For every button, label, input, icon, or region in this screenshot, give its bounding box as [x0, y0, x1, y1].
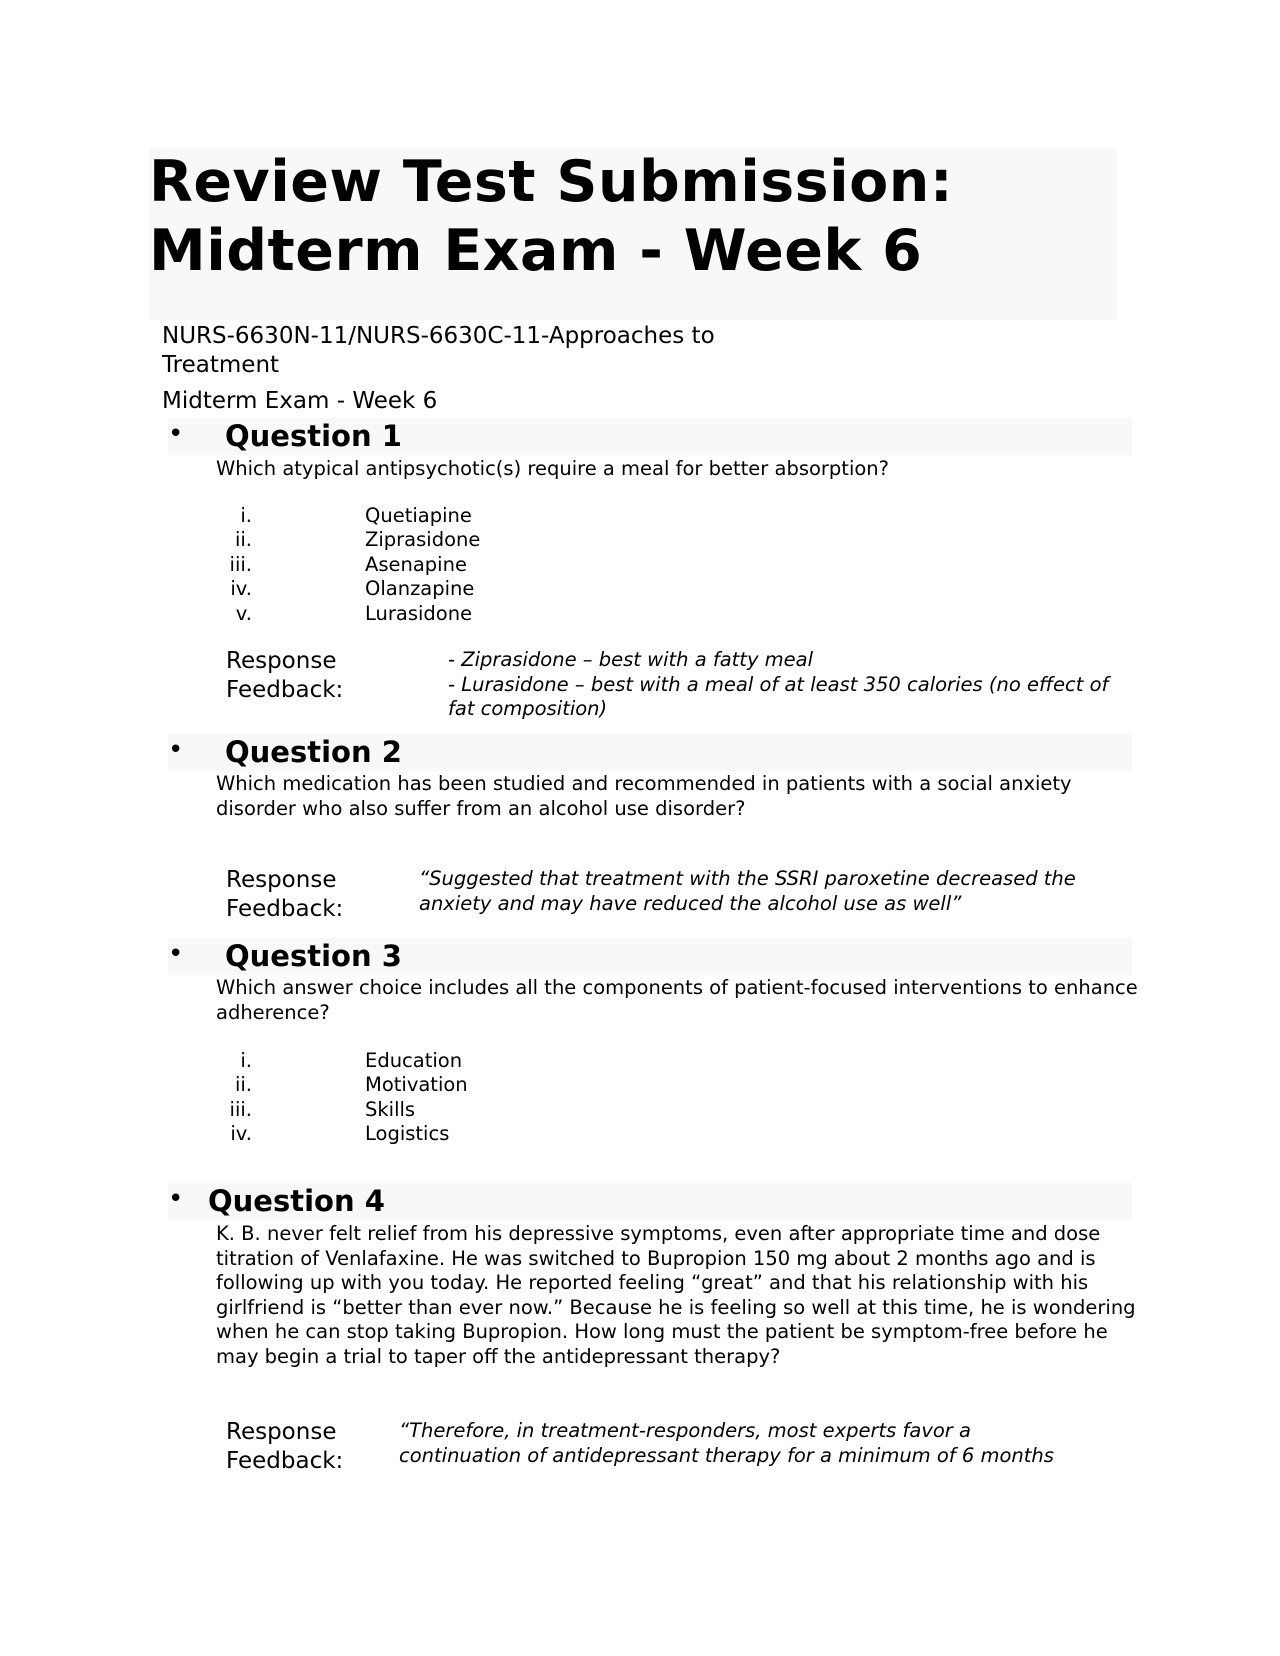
option-item: [216, 553, 616, 577]
option-label: Asenapine: [365, 552, 467, 576]
feedback-line: - Ziprasidone – best with a fatty meal: [448, 648, 814, 671]
option-item: [216, 1049, 616, 1073]
bullet-icon: •: [168, 419, 184, 449]
question-3-header: [168, 938, 1132, 975]
question-3-title: Question 3: [225, 939, 402, 973]
option-number: iii.: [229, 552, 252, 576]
question-1-title: Question 1: [225, 419, 402, 453]
option-number: ii.: [234, 1073, 252, 1097]
option-number: v.: [235, 601, 252, 625]
question-4-feedback: “Therefore, in treatment-responders, most experts favor a continuation of antidepressant therapy for a minimum of 6 months: [399, 1419, 1054, 1467]
page-title: Review Test Submission: Midterm Exam - Week 6: [149, 149, 954, 284]
option-label: Motivation: [365, 1073, 468, 1097]
option-label: Skills: [365, 1097, 416, 1121]
question-2-feedback: “Suggested that treatment with the SSRI paroxetine decreased the anxiety and may have reduced the alcohol use as well”: [419, 867, 1076, 915]
option-item: [216, 602, 616, 626]
option-item: [216, 528, 616, 552]
question-4-text: K. B. never felt relief from his depressive symptoms, even after appropriate time and dose titration of Venlafaxine. He was switched to Bupropion 150 mg about 2 months ago and is following up with you today. He reported feeling “great” and that his relationship with his girlfriend is “better than ever now.” Because he is feeling so well at this time, he is wondering when he can stop taking Bupropion. How long must the patient be symptom-free before he may begin a trial to taper off the antidepressant therapy?: [216, 1222, 1136, 1368]
option-label: Quetiapine: [365, 504, 472, 527]
response-feedback-label: Response Feedback:: [226, 1419, 344, 1474]
option-item: [216, 1098, 616, 1122]
option-number: iv.: [230, 577, 252, 601]
option-number: i.: [240, 504, 252, 527]
response-feedback-label: Response Feedback:: [226, 648, 344, 703]
option-item: [216, 1073, 616, 1097]
course-name: NURS-6630N-11/NURS-6630C-11-Approaches to Treatment: [162, 323, 715, 378]
question-3-options: [216, 1049, 616, 1147]
question-1-text: Which atypical antipsychotic(s) require a meal for better absorption?: [216, 457, 890, 480]
option-number: ii.: [234, 528, 252, 552]
question-3-text: Which answer choice includes all the components of patient-focused interventions to enhance adherence?: [216, 976, 1138, 1024]
option-item: [216, 1122, 616, 1146]
question-2-text: Which medication has been studied and recommended in patients with a social anxiety disorder who also suffer from an alcohol use disorder?: [216, 772, 1072, 820]
option-number: i.: [240, 1049, 252, 1072]
option-number: iv.: [230, 1122, 252, 1146]
question-1-options: [216, 504, 616, 626]
option-label: Olanzapine: [365, 577, 475, 601]
option-item: [216, 577, 616, 601]
bullet-icon: •: [168, 735, 184, 765]
option-label: Education: [365, 1049, 463, 1072]
feedback-line: - Lurasidone – best with a meal of at least 350 calories (no effect of fat composition): [448, 672, 1109, 720]
question-2-header: [168, 734, 1132, 771]
bullet-icon: •: [168, 1184, 184, 1214]
exam-name: Midterm Exam - Week 6: [162, 388, 438, 414]
question-1-header: [168, 418, 1132, 455]
option-label: Logistics: [365, 1122, 450, 1146]
question-4-header: [168, 1183, 1132, 1220]
response-feedback-label: Response Feedback:: [226, 867, 344, 922]
question-1-feedback: [448, 648, 1138, 722]
option-label: Lurasidone: [365, 601, 473, 625]
question-4-title: Question 4: [208, 1184, 385, 1218]
option-item: [216, 504, 616, 528]
bullet-icon: •: [168, 939, 184, 969]
question-2-title: Question 2: [225, 735, 402, 769]
option-number: iii.: [229, 1097, 252, 1121]
option-label: Ziprasidone: [365, 528, 481, 552]
